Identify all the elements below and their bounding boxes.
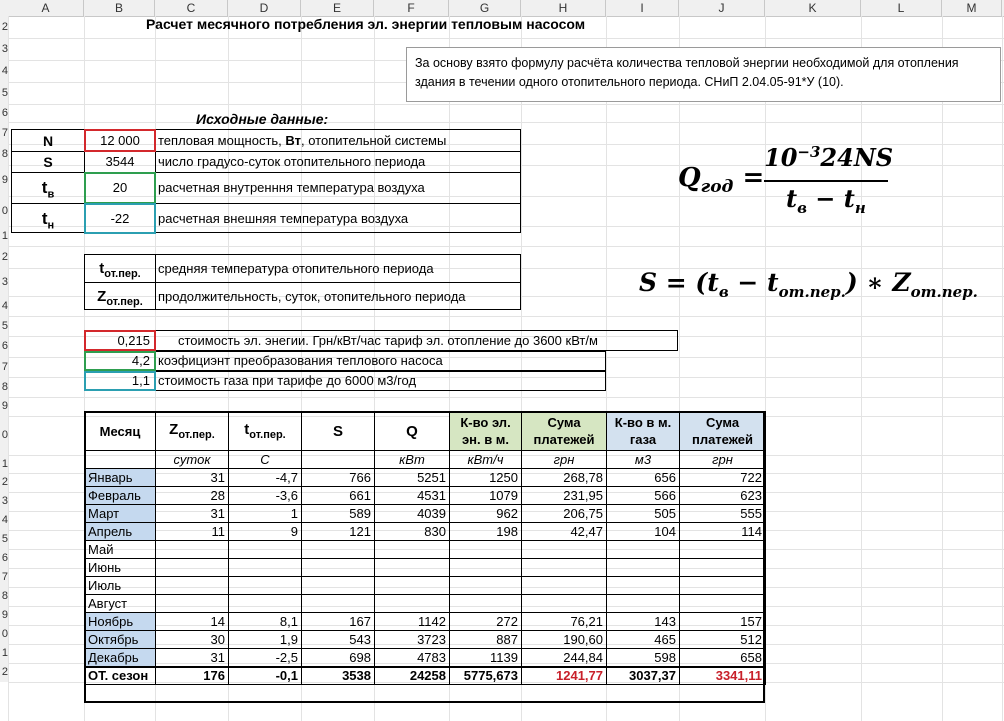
- table-row: [85, 505, 766, 523]
- value-cell-kel[interactable]: [450, 577, 522, 595]
- table-row: [85, 649, 766, 667]
- table-total-row: [85, 667, 766, 685]
- value-cell-kgas[interactable]: 566: [607, 487, 680, 505]
- value-cell-s[interactable]: [302, 559, 375, 577]
- value-cell-q[interactable]: [375, 595, 450, 613]
- value-cell-kgas[interactable]: 143: [607, 613, 680, 631]
- value-cell-kel[interactable]: 887: [450, 631, 522, 649]
- value-cell-s[interactable]: 766: [302, 469, 375, 487]
- value-cell-z[interactable]: 30: [156, 631, 229, 649]
- value-cell-q[interactable]: 4783: [375, 649, 450, 667]
- value-cell-t[interactable]: -3,6: [229, 487, 302, 505]
- value-cell-sum2[interactable]: 722: [680, 469, 766, 487]
- month-cell[interactable]: Июль: [85, 577, 156, 595]
- value-cell-kel[interactable]: 1250: [450, 469, 522, 487]
- row-number[interactable]: 4: [0, 60, 8, 82]
- unit-cell: [302, 451, 375, 469]
- table-row: [85, 541, 766, 559]
- month-cell[interactable]: Август: [85, 595, 156, 613]
- value-cell-s[interactable]: 167: [302, 613, 375, 631]
- symbol-t-period: $t_{от.пер.}$: [99, 260, 141, 280]
- value-cell-kel[interactable]: 1139: [450, 649, 522, 667]
- column-header-g[interactable]: G: [449, 0, 521, 16]
- grid-line: [8, 397, 1004, 398]
- value-cell-sum2[interactable]: 157: [680, 613, 766, 631]
- row-number[interactable]: 6: [0, 336, 8, 357]
- value-cell-z[interactable]: 31: [156, 469, 229, 487]
- value-cell-sum2[interactable]: 658: [680, 649, 766, 667]
- tariff-electric-label: стоимость эл. энегии. Грн/кВт/час тариф эл. отопление до 3600 кВт/м: [178, 333, 598, 348]
- value-cell-sum1[interactable]: [522, 541, 607, 559]
- month-cell[interactable]: Февраль: [85, 487, 156, 505]
- formula-q-numerator: $10^{-3}24NS$: [764, 143, 894, 172]
- input-n-value[interactable]: 12 000: [84, 129, 156, 152]
- grid-line: [8, 38, 1004, 39]
- value-cell-s[interactable]: 661: [302, 487, 375, 505]
- value-cell-kel[interactable]: [450, 541, 522, 559]
- value-cell-kel[interactable]: 272: [450, 613, 522, 631]
- header-month: Месяц: [85, 412, 156, 451]
- formula-s: $S = (t_в - t_{от.пер.})$ ∗ $Z_{от.пер.}$: [639, 268, 978, 301]
- row-number[interactable]: 3: [0, 38, 8, 60]
- value-cell-sum1[interactable]: [522, 577, 607, 595]
- value-cell-z[interactable]: [156, 577, 229, 595]
- row-number[interactable]: 8: [0, 587, 8, 606]
- value-cell-sum1[interactable]: 268,78: [522, 469, 607, 487]
- value-cell-kgas[interactable]: [607, 541, 680, 559]
- value-cell-kgas[interactable]: 656: [607, 469, 680, 487]
- row-number[interactable]: 0: [0, 416, 8, 455]
- row-number[interactable]: 3: [0, 492, 8, 511]
- symbol-s: S: [43, 154, 53, 170]
- row-number[interactable]: 4: [0, 511, 8, 530]
- value-cell-kgas[interactable]: [607, 577, 680, 595]
- unit-cell: кВт/ч: [450, 451, 522, 469]
- column-header-e[interactable]: E: [301, 0, 374, 16]
- input-data-header: Исходные данные:: [196, 111, 329, 127]
- value-cell-q[interactable]: [375, 541, 450, 559]
- value-cell-q[interactable]: [375, 559, 450, 577]
- column-header-i[interactable]: I: [606, 0, 679, 16]
- column-header-c[interactable]: C: [155, 0, 228, 16]
- month-cell[interactable]: Октябрь: [85, 631, 156, 649]
- value-cell-q[interactable]: 4531: [375, 487, 450, 505]
- table-row: [85, 631, 766, 649]
- value-cell-q[interactable]: 1142: [375, 613, 450, 631]
- value-cell-t[interactable]: 1,9: [229, 631, 302, 649]
- row-number[interactable]: 7: [0, 357, 8, 377]
- value-cell-q[interactable]: [375, 577, 450, 595]
- value-cell-q[interactable]: 4039: [375, 505, 450, 523]
- table-row: [85, 559, 766, 577]
- row-number[interactable]: 2: [0, 473, 8, 492]
- column-header-f[interactable]: F: [374, 0, 449, 16]
- value-cell-kgas[interactable]: [607, 595, 680, 613]
- input-tv-label: расчетная внутренння температура воздуха: [158, 180, 425, 195]
- value-cell-sum1[interactable]: 76,21: [522, 613, 607, 631]
- value-cell-sum2[interactable]: [680, 595, 766, 613]
- value-cell-kel[interactable]: [450, 559, 522, 577]
- value-cell-sum1[interactable]: [522, 559, 607, 577]
- unit-cell: суток: [156, 451, 229, 469]
- value-cell-t[interactable]: 9: [229, 523, 302, 541]
- formula-q-lhs: $Q_{год}$ =: [678, 163, 765, 198]
- value-cell-sum1[interactable]: 42,47: [522, 523, 607, 541]
- value-cell-z[interactable]: 11: [156, 523, 229, 541]
- table-row: [85, 469, 766, 487]
- column-header-m[interactable]: M: [942, 0, 1002, 16]
- value-cell-kgas[interactable]: 598: [607, 649, 680, 667]
- unit-cell: грн: [680, 451, 766, 469]
- row-number[interactable]: 5: [0, 530, 8, 549]
- unit-cell: м3: [607, 451, 680, 469]
- value-cell-z[interactable]: [156, 559, 229, 577]
- row-number[interactable]: 2: [0, 16, 8, 38]
- header-t: $t_{от.пер.}$: [229, 412, 302, 451]
- header-kel: К-во эл. эн. в м.: [450, 412, 522, 451]
- value-cell-t[interactable]: [229, 595, 302, 613]
- value-cell-kgas[interactable]: 465: [607, 631, 680, 649]
- row-number[interactable]: 2: [0, 246, 8, 268]
- tariff-gas-label: стоимость газа при тарифе до 6000 м3/год: [158, 373, 417, 388]
- symbol-tn: $t_н$: [41, 209, 55, 232]
- value-cell-t[interactable]: 8,1: [229, 613, 302, 631]
- table-row: [85, 595, 766, 613]
- value-cell-s[interactable]: [302, 577, 375, 595]
- formula-q-denominator: $t_в - t_н$: [786, 184, 866, 217]
- value-cell-kgas[interactable]: 104: [607, 523, 680, 541]
- value-cell-z[interactable]: [156, 541, 229, 559]
- value-cell-sum2[interactable]: 555: [680, 505, 766, 523]
- row-number[interactable]: 1: [0, 226, 8, 246]
- tariff-cop-value[interactable]: 4,2: [84, 351, 156, 371]
- column-header-k[interactable]: K: [765, 0, 861, 16]
- monthly-consumption-table: [84, 411, 766, 685]
- header-sum2: Сума платежей: [680, 412, 766, 451]
- input-tv-value[interactable]: 20: [84, 172, 156, 204]
- total-z[interactable]: 176: [156, 667, 229, 685]
- column-header-l[interactable]: L: [861, 0, 942, 16]
- row-number[interactable]: 7: [0, 568, 8, 587]
- table-units-row: [85, 451, 766, 469]
- symbol-n: N: [42, 133, 54, 149]
- column-header-bar: [0, 0, 1004, 17]
- row-number[interactable]: 8: [0, 377, 8, 397]
- input-tn-label: расчетная внешняя температура воздуха: [158, 211, 409, 226]
- symbol-tv: $t_в$: [41, 178, 55, 201]
- value-cell-kel[interactable]: 1079: [450, 487, 522, 505]
- grid-line: [8, 246, 1004, 247]
- row-number[interactable]: 1: [0, 455, 8, 473]
- tariff-gas-value[interactable]: 1,1: [84, 371, 156, 391]
- row-number[interactable]: 8: [0, 144, 8, 165]
- month-cell[interactable]: Ноябрь: [85, 613, 156, 631]
- total-kel[interactable]: 5775,673: [450, 667, 522, 685]
- column-header-d[interactable]: D: [228, 0, 301, 16]
- total-sum1[interactable]: 1241,77: [522, 667, 607, 685]
- tariff-cop-label: коэфициэнт преобразования теплового насоса: [158, 353, 443, 368]
- column-header-a[interactable]: A: [8, 0, 84, 16]
- total-t[interactable]: -0,1: [229, 667, 302, 685]
- divider: [155, 254, 156, 310]
- value-cell-kel[interactable]: [450, 595, 522, 613]
- month-cell[interactable]: Март: [85, 505, 156, 523]
- month-cell[interactable]: Апрель: [85, 523, 156, 541]
- value-cell-sum2[interactable]: [680, 577, 766, 595]
- value-cell-q[interactable]: 830: [375, 523, 450, 541]
- value-cell-kel[interactable]: 198: [450, 523, 522, 541]
- month-cell[interactable]: Январь: [85, 469, 156, 487]
- column-header-j[interactable]: J: [679, 0, 765, 16]
- value-cell-kgas[interactable]: [607, 559, 680, 577]
- total-sum2[interactable]: 3341,11: [680, 667, 766, 685]
- value-cell-t[interactable]: 1: [229, 505, 302, 523]
- value-cell-sum1[interactable]: 206,75: [522, 505, 607, 523]
- value-cell-sum2[interactable]: 623: [680, 487, 766, 505]
- input-tn-value[interactable]: -22: [84, 203, 156, 234]
- row-number[interactable]: 5: [0, 82, 8, 104]
- period-t-label: средняя температура отопительного периода: [158, 261, 434, 276]
- input-n-label: тепловая мощность, Вт, отопительной системы: [158, 133, 447, 148]
- value-cell-z[interactable]: 31: [156, 649, 229, 667]
- header-s: S: [302, 412, 375, 451]
- grid-line: [8, 122, 1004, 123]
- table-row: [85, 613, 766, 631]
- total-s[interactable]: 3538: [302, 667, 375, 685]
- value-cell-sum2[interactable]: 512: [680, 631, 766, 649]
- value-cell-s[interactable]: 121: [302, 523, 375, 541]
- header-z: $Z_{от.пер.}$: [156, 412, 229, 451]
- row-number[interactable]: 3: [0, 268, 8, 296]
- unit-cell: кВт: [375, 451, 450, 469]
- value-cell-s[interactable]: [302, 595, 375, 613]
- value-cell-t[interactable]: [229, 577, 302, 595]
- table-row: [85, 577, 766, 595]
- value-cell-s[interactable]: [302, 541, 375, 559]
- table-body: [85, 469, 766, 667]
- row-number[interactable]: 9: [0, 397, 8, 416]
- value-cell-s[interactable]: 698: [302, 649, 375, 667]
- value-cell-z[interactable]: 28: [156, 487, 229, 505]
- row-number[interactable]: 2: [0, 663, 8, 682]
- value-cell-q[interactable]: 5251: [375, 469, 450, 487]
- value-cell-t[interactable]: -4,7: [229, 469, 302, 487]
- value-cell-t[interactable]: -2,5: [229, 649, 302, 667]
- column-header-b[interactable]: B: [84, 0, 155, 16]
- month-cell[interactable]: Май: [85, 541, 156, 559]
- formula-q-fraction-bar: [764, 180, 888, 182]
- row-number[interactable]: 1: [0, 644, 8, 663]
- tariff-electric-value[interactable]: 0,215: [84, 330, 156, 351]
- row-number[interactable]: 0: [0, 196, 8, 226]
- value-cell-z[interactable]: [156, 595, 229, 613]
- row-number[interactable]: 9: [0, 606, 8, 625]
- table-row: [85, 487, 766, 505]
- header-kgas: К-во в м. газа: [607, 412, 680, 451]
- input-s-value[interactable]: 3544: [105, 154, 135, 169]
- table-header-row: [85, 412, 766, 451]
- symbol-z-period: $Z_{от.пер.}$: [97, 288, 143, 308]
- total-q[interactable]: 24258: [375, 667, 450, 685]
- unit-cell: грн: [522, 451, 607, 469]
- row-number[interactable]: 6: [0, 104, 8, 122]
- formula-source-note: За основу взято формулу расчёта количества тепловой энергии необходимой для отопления здания в течении одного отопительного периода. СНиП 2.04.05-91*У (10).: [406, 47, 1001, 102]
- value-cell-sum1[interactable]: 231,95: [522, 487, 607, 505]
- unit-cell: [85, 451, 156, 469]
- input-s-label: число градусо-суток отопительного периода: [158, 154, 426, 169]
- table-row: [85, 523, 766, 541]
- value-cell-sum1[interactable]: [522, 595, 607, 613]
- value-cell-kgas[interactable]: 505: [607, 505, 680, 523]
- row-number[interactable]: 4: [0, 296, 8, 316]
- value-cell-z[interactable]: 14: [156, 613, 229, 631]
- row-number[interactable]: 5: [0, 316, 8, 336]
- value-cell-t[interactable]: [229, 559, 302, 577]
- header-sum1: Сума платежей: [522, 412, 607, 451]
- row-number[interactable]: 0: [0, 625, 8, 644]
- value-cell-sum2[interactable]: 114: [680, 523, 766, 541]
- month-cell[interactable]: Июнь: [85, 559, 156, 577]
- value-cell-sum1[interactable]: 244,84: [522, 649, 607, 667]
- total-kgas[interactable]: 3037,37: [607, 667, 680, 685]
- value-cell-q[interactable]: 3723: [375, 631, 450, 649]
- value-cell-s[interactable]: 589: [302, 505, 375, 523]
- row-number[interactable]: 6: [0, 549, 8, 568]
- grid-line: [8, 316, 1004, 317]
- sheet-title: Расчет месячного потребления эл. энергии тепловым насосом: [146, 16, 586, 32]
- value-cell-t[interactable]: [229, 541, 302, 559]
- value-cell-z[interactable]: 31: [156, 505, 229, 523]
- row-number[interactable]: 9: [0, 165, 8, 196]
- unit-cell: С: [229, 451, 302, 469]
- total-label: ОТ. сезон: [85, 667, 156, 685]
- header-q: Q: [375, 412, 450, 451]
- column-header-h[interactable]: H: [521, 0, 606, 16]
- month-cell[interactable]: Декабрь: [85, 649, 156, 667]
- value-cell-s[interactable]: 543: [302, 631, 375, 649]
- grid-line: [8, 104, 1004, 105]
- value-cell-sum2[interactable]: [680, 541, 766, 559]
- value-cell-sum2[interactable]: [680, 559, 766, 577]
- row-number[interactable]: 7: [0, 122, 8, 144]
- period-z-label: продолжительность, суток, отопительного периода: [158, 289, 466, 304]
- value-cell-sum1[interactable]: 190,60: [522, 631, 607, 649]
- value-cell-kel[interactable]: 962: [450, 505, 522, 523]
